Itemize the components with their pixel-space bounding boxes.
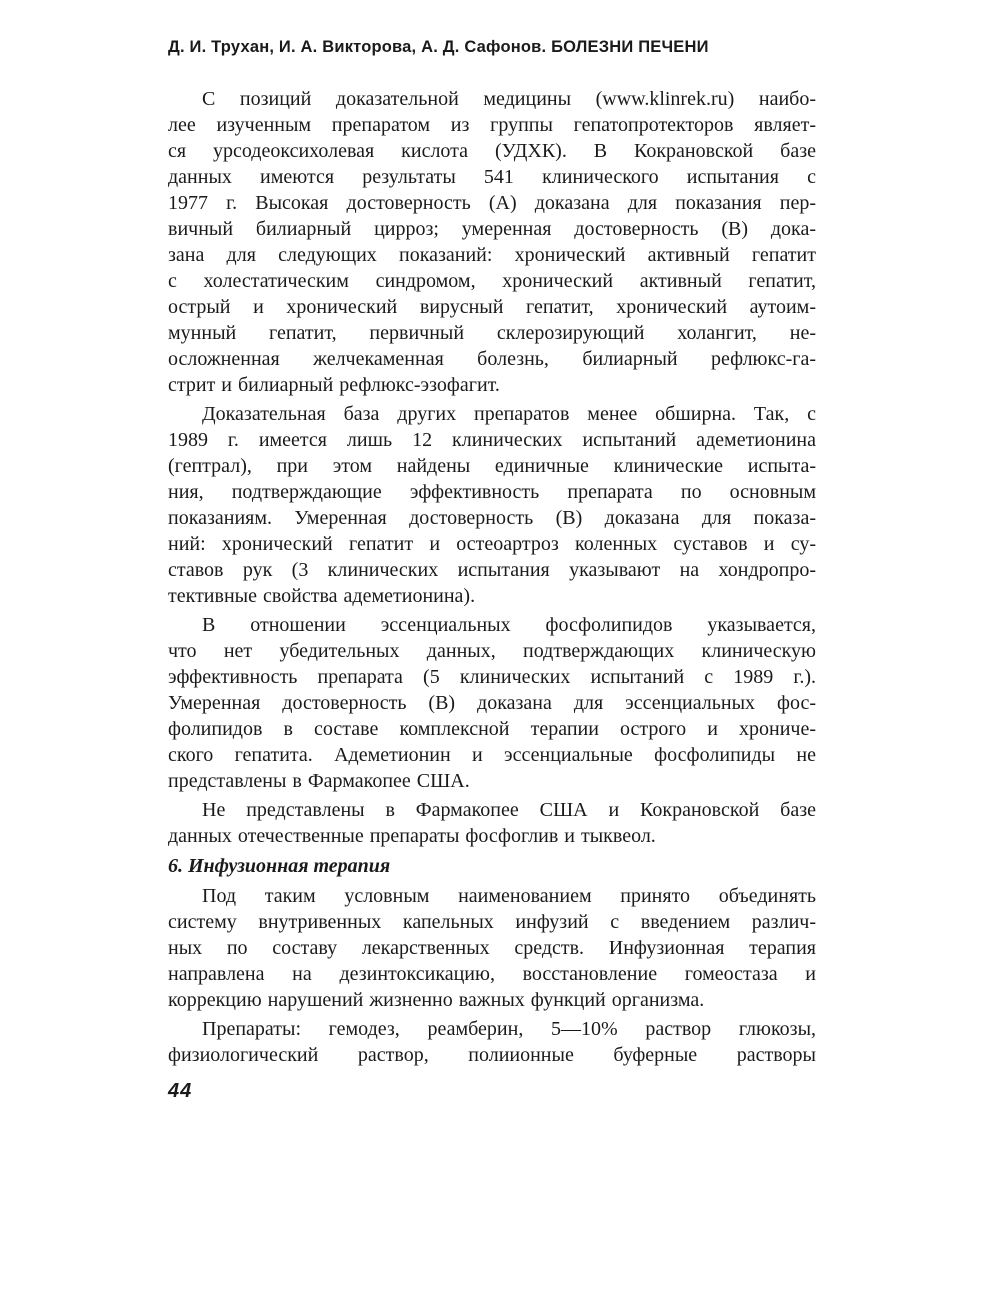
section-paragraphs-group xyxy=(168,883,816,1068)
running-head: Д. И. Трухан, И. А. Викторова, А. Д. Сафонов. БОЛЕЗНИ ПЕЧЕНИ xyxy=(168,38,709,56)
text-line: ния, подтверждающие эффективность препарата по основным xyxy=(168,481,816,503)
text-line: ского гепатита. Адеметионин и эссенциальные фосфолипиды не xyxy=(168,744,816,766)
text-line: данных отечественные препараты фосфоглив и тыквеол. xyxy=(168,825,656,847)
page-number: 44 xyxy=(168,1080,193,1102)
text-line: фолипидов в составе комплексной терапии острого и хрониче- xyxy=(168,718,816,740)
text-line: ний: хронический гепатит и остеоартроз коленных суставов и су- xyxy=(168,533,816,555)
text-line: ных по составу лекарственных средств. Инфузионная терапия xyxy=(168,937,816,959)
text-line: (гептрал), при этом найдены единичные клинические испыта- xyxy=(168,455,816,477)
text-line: что нет убедительных данных, подтверждающих клиническую xyxy=(168,640,816,662)
text-line: эффективность препарата (5 клинических испытаний с 1989 г.). xyxy=(168,666,816,688)
text-line: С позиций доказательной медицины (www.klinrek.ru) наибо- xyxy=(202,88,816,110)
text-line: представлены в Фармакопее США. xyxy=(168,770,470,792)
paragraphs-group xyxy=(168,86,816,849)
text-line: ставов рук (3 клинических испытания указывают на хондропро- xyxy=(168,559,816,581)
text-line: Доказательная база других препаратов менее обширна. Так, с xyxy=(202,403,816,425)
paragraph xyxy=(168,883,816,1013)
text-line: физиологический раствор, полиионные буферные растворы xyxy=(168,1044,816,1066)
text-line: Не представлены в Фармакопее США и Кокрановской базе xyxy=(202,799,816,821)
text-line: коррекцию нарушений жизненно важных функций организма. xyxy=(168,989,705,1011)
body-text xyxy=(168,86,816,1071)
text-line: стрит и билиарный рефлюкс-эзофагит. xyxy=(168,374,500,396)
text-line: систему внутривенных капельных инфузий с введением различ- xyxy=(168,911,816,933)
text-line: Под таким условным наименованием принято объединять xyxy=(202,885,816,907)
text-line: с холестатическим синдромом, хронический активный гепатит, xyxy=(168,270,816,292)
text-line: направлена на дезинтоксикацию, восстановление гомеостаза и xyxy=(168,963,816,985)
text-line: В отношении эссенциальных фосфолипидов указывается, xyxy=(202,614,816,636)
paragraph xyxy=(168,1016,816,1068)
section-heading: 6. Инфузионная терапия xyxy=(168,855,391,877)
text-line: осложненная желчекаменная болезнь, билиарный рефлюкс-га- xyxy=(168,348,816,370)
paragraph xyxy=(168,797,816,849)
paragraph xyxy=(168,401,816,609)
text-line: мунный гепатит, первичный склерозирующий холангит, не- xyxy=(168,322,816,344)
text-line: ся урсодеоксихолевая кислота (УДХК). В Кокрановской базе xyxy=(168,140,816,162)
text-line: зана для следующих показаний: хронический активный гепатит xyxy=(168,244,816,266)
text-line: Препараты: гемодез, реамберин, 5—10% раствор глюкозы, xyxy=(202,1018,816,1040)
text-line: вичный билиарный цирроз; умеренная достоверность (В) дока- xyxy=(168,218,816,240)
text-line: Умеренная достоверность (В) доказана для эссенциальных фос- xyxy=(168,692,816,714)
text-line: данных имеются результаты 541 клинического испытания с xyxy=(168,166,816,188)
text-line: 1989 г. имеется лишь 12 клинических испытаний адеметионина xyxy=(168,429,816,451)
text-line: показаниям. Умеренная достоверность (В) доказана для показа- xyxy=(168,507,816,529)
text-line: тективные свойства адеметионина). xyxy=(168,585,476,607)
text-line: лее изученным препаратом из группы гепатопротекторов являет- xyxy=(168,114,816,136)
text-line: острый и хронический вирусный гепатит, хронический аутоим- xyxy=(168,296,816,318)
text-line: 1977 г. Высокая достоверность (А) доказана для показания пер- xyxy=(168,192,816,214)
paragraph xyxy=(168,612,816,794)
paragraph xyxy=(168,86,816,398)
